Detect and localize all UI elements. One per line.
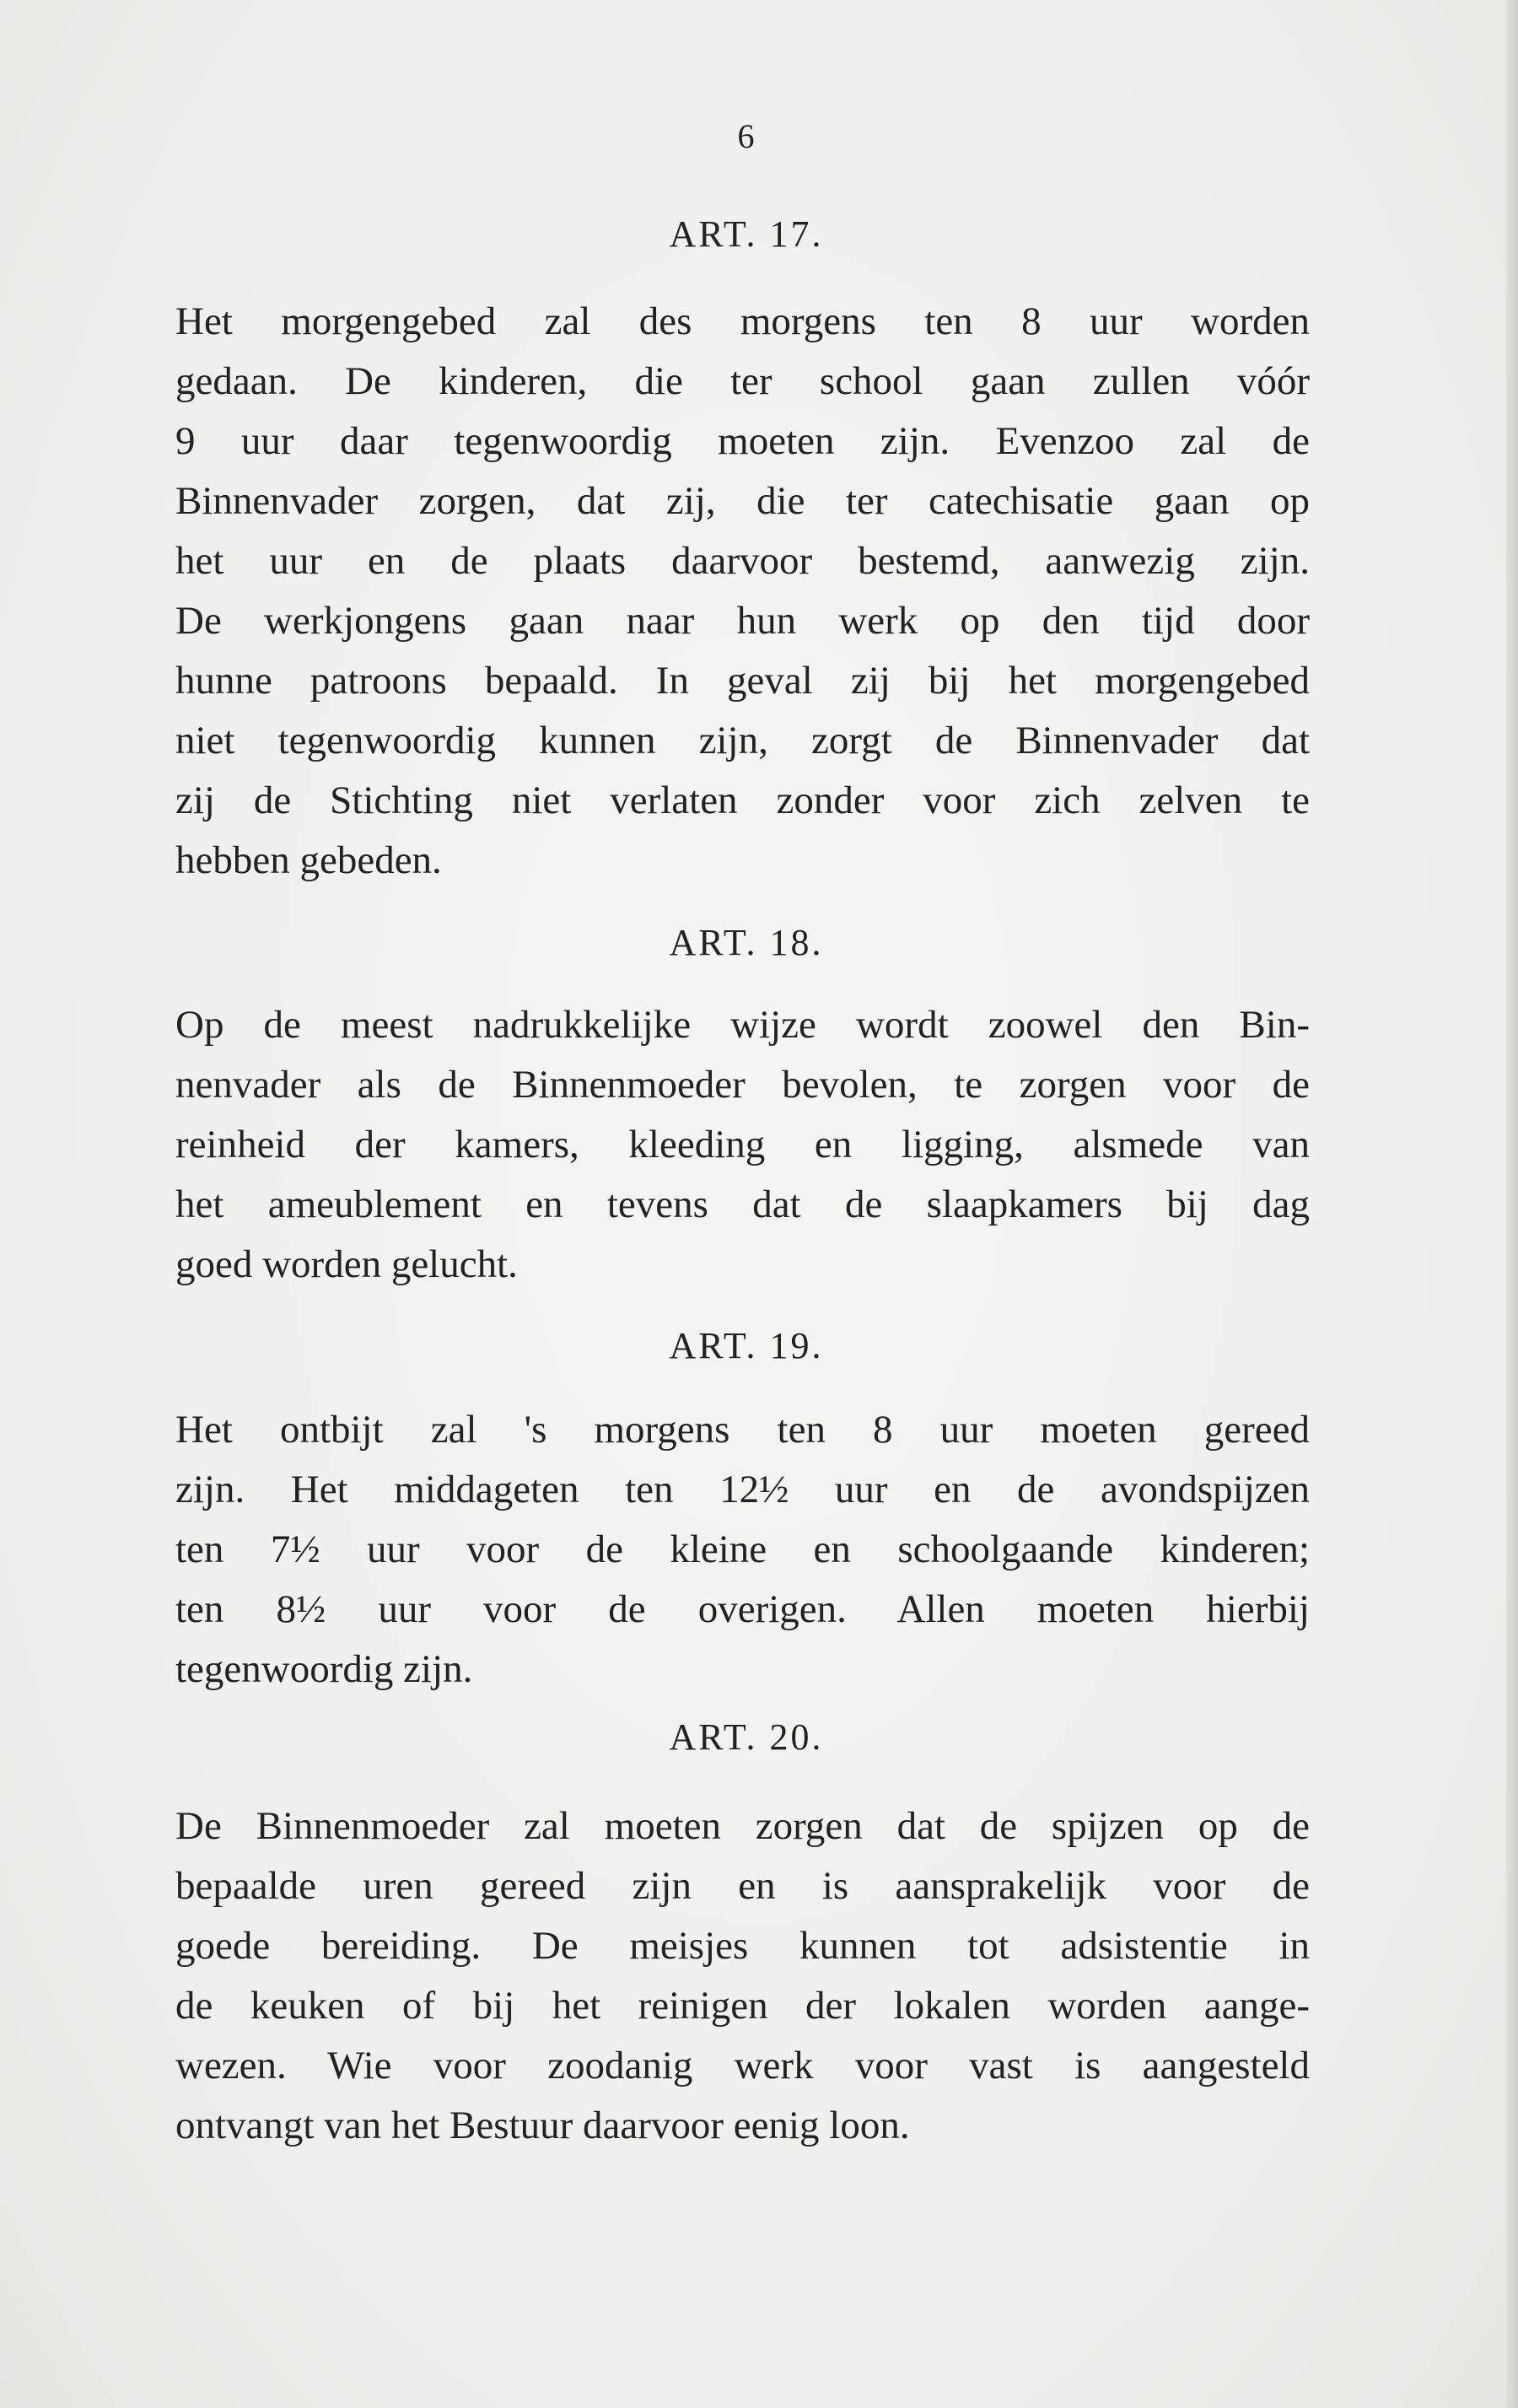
text-line: de keuken of bij het reinigen der lokalen worden aange- [175, 1984, 1310, 2028]
text-line: zijn. Het middageten ten 12½ uur en de avondspijzen [175, 1468, 1310, 1511]
text-line: niet tegenwoordig kunnen zijn, zorgt de Binnenvader dat [175, 719, 1310, 762]
text-line: De Binnenmoeder zal moeten zorgen dat de spijzen op de [175, 1804, 1310, 1848]
text-line: tegenwoordig zijn. [175, 1647, 473, 1691]
text-line: hunne patroons bepaald. In geval zij bij het morgengebed [175, 659, 1310, 703]
article-heading-18: ART. 18. [669, 922, 824, 963]
text-line: het ameublement en tevens dat de slaapkamers bij dag [175, 1182, 1310, 1226]
text-line: ontvangt van het Bestuur daarvoor eenig loon. [175, 2104, 910, 2147]
text-line: ten 8½ uur voor de overigen. Allen moeten hierbij [175, 1587, 1310, 1631]
article-body-18 [175, 995, 1310, 1295]
page-number: 6 [737, 117, 756, 155]
article-body-19 [175, 1400, 1310, 1700]
text-line: De werkjongens gaan naar hun werk op den tijd door [175, 599, 1310, 643]
text-line: hebben gebeden. [175, 838, 442, 882]
article-heading-20: ART. 20. [669, 1716, 824, 1758]
article-body-20 [175, 1797, 1310, 2156]
text-line: Het morgengebed zal des morgens ten 8 uur worden [175, 299, 1310, 343]
text-line: Binnenvader zorgen, dat zij, die ter catechisatie gaan op [175, 479, 1310, 523]
text-line: Het ontbijt zal 's morgens ten 8 uur moeten gereed [175, 1408, 1310, 1452]
text-line: gedaan. De kinderen, die ter school gaan zullen vóór [175, 359, 1310, 403]
article-heading-19: ART. 19. [669, 1325, 824, 1366]
text-line: bepaalde uren gereed zijn en is aansprakelijk voor de [175, 1864, 1310, 1908]
text-line: goed worden gelucht. [175, 1242, 518, 1286]
text-line: reinheid der kamers, kleeding en ligging, alsmede van [175, 1123, 1310, 1166]
text-line: 9 uur daar tegenwoordig moeten zijn. Evenzoo zal de [175, 419, 1310, 463]
text-line: Op de meest nadrukkelijke wijze wordt zoowel den Bin- [175, 1003, 1310, 1047]
text-line: ten 7½ uur voor de kleine en schoolgaande kinderen; [175, 1527, 1310, 1571]
page-edge-shadow [1506, 0, 1518, 2408]
article-heading-17: ART. 17. [669, 213, 824, 255]
text-line: het uur en de plaats daarvoor bestemd, aanwezig zijn. [175, 539, 1310, 583]
text-line: zij de Stichting niet verlaten zonder voor zich zelven te [175, 778, 1310, 822]
article-body-17 [175, 292, 1310, 891]
text-line: wezen. Wie voor zoodanig werk voor vast is aangesteld [175, 2044, 1310, 2087]
text-line: goede bereiding. De meisjes kunnen tot adsistentie in [175, 1924, 1310, 1968]
text-line: nenvader als de Binnenmoeder bevolen, te zorgen voor de [175, 1063, 1310, 1107]
